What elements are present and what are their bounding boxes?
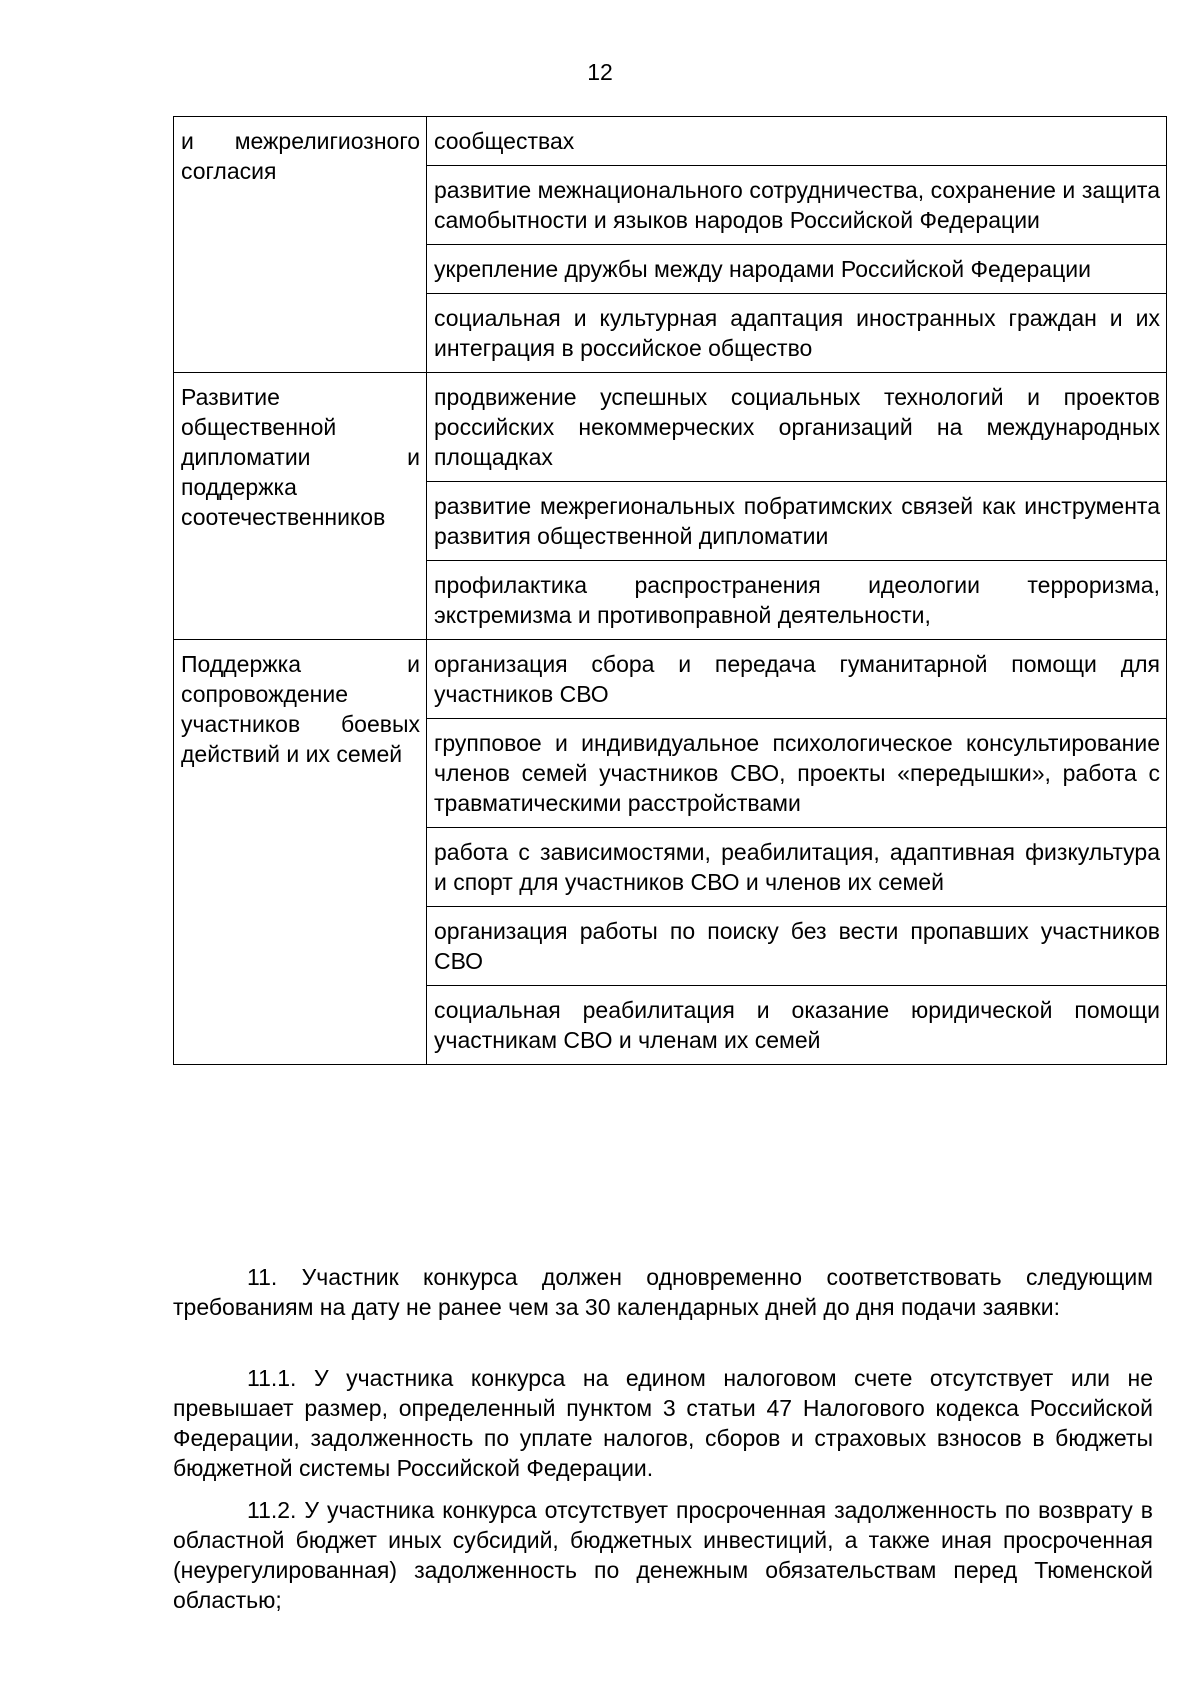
activity-cell: организация работы по поиску без вести пропавших участников СВО	[427, 907, 1167, 986]
table-row	[174, 640, 1167, 719]
category-cell: Развитие общественной дипломатии и поддержка соотечественников	[174, 373, 427, 640]
paragraph-11: 11. Участник конкурса должен одновременно соответствовать следующим требованиям на дату не ранее чем за 30 календарных дней до дня подачи заявки:	[173, 1264, 1153, 1320]
activity-cell: групповое и индивидуальное психологическое консультирование членов семей участников СВО, проекты «передышки», работа с травматическими расстройствами	[427, 719, 1167, 828]
activity-cell: развитие межнационального сотрудничества, сохранение и защита самобытности и языков народов Российской Федерации	[427, 166, 1167, 245]
activity-cell: социальная реабилитация и оказание юридической помощи участникам СВО и членам их семей	[427, 986, 1167, 1065]
paragraph-11-2: 11.2. У участника конкурса отсутствует просроченная задолженность по возврату в областной бюджет иных субсидий, бюджетных инвестиций, а также иная просроченная (неурегулированная) задолженность по денежным обязательствам перед Тюменской областью;	[173, 1497, 1153, 1613]
activities-table	[173, 116, 1167, 1065]
paragraph-11-1: 11.1. У участника конкурса на едином налоговом счете отсутствует или не превышает размер, определенный пунктом 3 статьи 47 Налогового кодекса Российской Федерации, задолженность по уплате налогов, сборов и страховых взносов в бюджеты бюджетной системы Российской Федерации.	[173, 1365, 1153, 1481]
category-cell: и межрелигиозного согласия	[174, 117, 427, 373]
category-cell: Поддержка и сопровождение участников боевых действий и их семей	[174, 640, 427, 1065]
activity-cell: развитие межрегиональных побратимских связей как инструмента развития общественной дипломатии	[427, 482, 1167, 561]
activity-cell: организация сбора и передача гуманитарной помощи для участников СВО	[427, 640, 1167, 719]
activity-cell: продвижение успешных социальных технологий и проектов российских некоммерческих организаций на международных площадках	[427, 373, 1167, 482]
activity-cell: сообществах	[427, 117, 1167, 166]
table-row	[174, 373, 1167, 482]
activity-cell: социальная и культурная адаптация иностранных граждан и их интеграция в российское общество	[427, 294, 1167, 373]
activity-cell: профилактика распространения идеологии терроризма, экстремизма и противоправной деятельности,	[427, 561, 1167, 640]
activity-cell: работа с зависимостями, реабилитация, адаптивная физкультура и спорт для участников СВО и членов их семей	[427, 828, 1167, 907]
page-number: 12	[587, 59, 613, 85]
activity-cell: укрепление дружбы между народами Российской Федерации	[427, 245, 1167, 294]
table-row	[174, 117, 1167, 166]
